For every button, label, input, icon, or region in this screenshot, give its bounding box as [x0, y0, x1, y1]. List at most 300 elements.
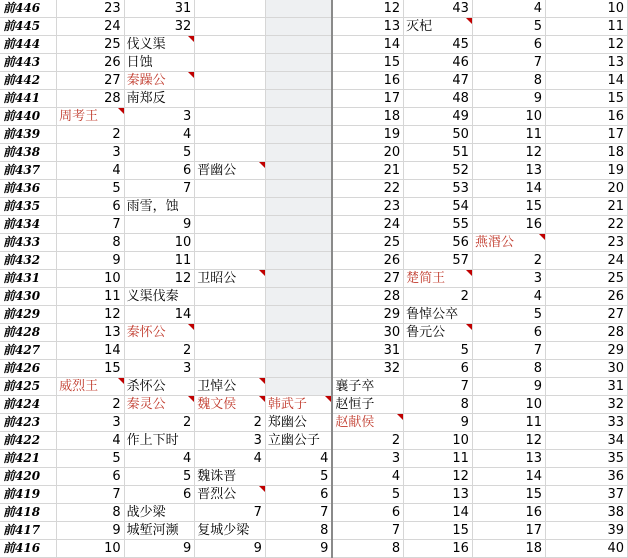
grid-cell[interactable] — [265, 144, 332, 162]
grid-cell[interactable] — [265, 54, 332, 72]
grid-cell[interactable]: 31 — [332, 342, 403, 360]
row-header-cell[interactable]: 前424 — [0, 396, 57, 414]
grid-cell[interactable]: 卫悼公 — [195, 378, 266, 396]
grid-cell[interactable] — [265, 342, 332, 360]
grid-cell[interactable]: 20 — [332, 144, 403, 162]
grid-cell[interactable]: 12 — [472, 432, 545, 450]
row-header-cell[interactable]: 前429 — [0, 306, 57, 324]
grid-cell[interactable]: 31 — [124, 0, 195, 18]
grid-cell[interactable]: 7 — [124, 180, 195, 198]
grid-cell[interactable]: 10 — [472, 396, 545, 414]
grid-cell[interactable]: 48 — [404, 90, 473, 108]
grid-cell[interactable]: 22 — [545, 216, 627, 234]
grid-cell[interactable]: 5 — [472, 18, 545, 36]
grid-cell[interactable] — [195, 108, 266, 126]
row-header-cell[interactable]: 前445 — [0, 18, 57, 36]
grid-cell[interactable]: 25 — [332, 234, 403, 252]
row-header-cell[interactable]: 前425 — [0, 378, 57, 396]
row-header-cell[interactable]: 前418 — [0, 504, 57, 522]
grid-cell[interactable]: 12 — [57, 306, 125, 324]
grid-cell[interactable]: 16 — [472, 504, 545, 522]
grid-cell[interactable]: 7 — [265, 504, 332, 522]
grid-cell[interactable]: 5 — [57, 450, 125, 468]
grid-cell[interactable]: 56 — [404, 234, 473, 252]
grid-cell[interactable]: 14 — [472, 468, 545, 486]
grid-cell[interactable]: 4 — [57, 432, 125, 450]
grid-cell[interactable]: 4 — [124, 450, 195, 468]
grid-cell[interactable] — [265, 0, 332, 18]
table-row — [0, 324, 628, 342]
grid-cell[interactable]: 5 — [124, 144, 195, 162]
grid-cell[interactable]: 5 — [57, 180, 125, 198]
grid-cell[interactable]: 晋烈公 — [195, 486, 266, 504]
grid-cell[interactable]: 30 — [332, 324, 403, 342]
grid-cell[interactable]: 5 — [124, 468, 195, 486]
row-header-cell[interactable]: 前435 — [0, 198, 57, 216]
grid-cell[interactable] — [195, 360, 266, 378]
grid-cell[interactable] — [265, 252, 332, 270]
grid-cell[interactable]: 魏文侯 — [195, 396, 266, 414]
grid-cell[interactable]: 3 — [124, 108, 195, 126]
grid-cell[interactable]: 13 — [332, 18, 403, 36]
grid-cell[interactable]: 12 — [124, 270, 195, 288]
grid-cell[interactable]: 4 — [332, 468, 403, 486]
row-header-cell[interactable]: 前420 — [0, 468, 57, 486]
table-row — [0, 252, 628, 270]
grid-cell[interactable]: 14 — [332, 36, 403, 54]
grid-cell[interactable]: 11 — [404, 450, 473, 468]
grid-cell[interactable] — [195, 72, 266, 90]
grid-cell[interactable]: 6 — [404, 360, 473, 378]
row-header-cell[interactable]: 前430 — [0, 288, 57, 306]
grid-cell[interactable]: 9 — [195, 540, 266, 558]
grid-cell[interactable]: 57 — [404, 252, 473, 270]
grid-cell[interactable] — [265, 234, 332, 252]
grid-cell[interactable]: 4 — [57, 162, 125, 180]
grid-cell[interactable]: 立幽公子 — [265, 432, 332, 450]
grid-cell[interactable]: 12 — [545, 36, 627, 54]
row-header-cell[interactable]: 前431 — [0, 270, 57, 288]
row-header-cell[interactable]: 前421 — [0, 450, 57, 468]
grid-cell[interactable]: 10 — [57, 270, 125, 288]
grid-cell[interactable]: 8 — [472, 360, 545, 378]
grid-cell[interactable]: 燕湣公 — [472, 234, 545, 252]
grid-cell[interactable]: 19 — [545, 162, 627, 180]
grid-cell[interactable]: 鲁元公 — [404, 324, 473, 342]
grid-cell[interactable]: 49 — [404, 108, 473, 126]
grid-cell[interactable]: 作上下时 — [124, 432, 195, 450]
grid-cell[interactable]: 9 — [472, 90, 545, 108]
grid-cell[interactable]: 47 — [404, 72, 473, 90]
grid-cell[interactable]: 31 — [545, 378, 627, 396]
grid-cell[interactable]: 14 — [57, 342, 125, 360]
grid-cell[interactable]: 14 — [545, 72, 627, 90]
grid-cell[interactable]: 襄子卒 — [332, 378, 403, 396]
grid-cell[interactable]: 威烈王 — [57, 378, 125, 396]
grid-cell[interactable]: 9 — [57, 522, 125, 540]
grid-cell[interactable] — [195, 216, 266, 234]
grid-cell[interactable]: 37 — [545, 486, 627, 504]
row-header-cell[interactable]: 前442 — [0, 72, 57, 90]
grid-cell[interactable] — [195, 342, 266, 360]
grid-cell[interactable] — [195, 324, 266, 342]
grid-cell[interactable]: 2 — [195, 414, 266, 432]
grid-cell[interactable]: 39 — [545, 522, 627, 540]
grid-cell[interactable] — [195, 144, 266, 162]
table-row — [0, 72, 628, 90]
grid-cell[interactable]: 8 — [57, 234, 125, 252]
table-row — [0, 54, 628, 72]
grid-cell[interactable]: 郑幽公 — [265, 414, 332, 432]
grid-cell[interactable]: 28 — [332, 288, 403, 306]
grid-cell[interactable]: 19 — [332, 126, 403, 144]
grid-cell[interactable]: 15 — [404, 522, 473, 540]
grid-cell[interactable]: 23 — [57, 0, 125, 18]
grid-cell[interactable]: 51 — [404, 144, 473, 162]
row-header-cell[interactable]: 前443 — [0, 54, 57, 72]
grid-cell[interactable] — [265, 18, 332, 36]
grid-cell[interactable]: 11 — [124, 252, 195, 270]
grid-cell[interactable]: 城堑河濒 — [124, 522, 195, 540]
grid-cell[interactable]: 赵恒子 — [332, 396, 403, 414]
grid-cell[interactable]: 55 — [404, 216, 473, 234]
grid-cell[interactable]: 6 — [472, 324, 545, 342]
grid-cell[interactable]: 14 — [124, 306, 195, 324]
table-row — [0, 414, 628, 432]
grid-cell[interactable]: 15 — [545, 90, 627, 108]
grid-cell[interactable]: 6 — [57, 468, 125, 486]
grid-cell[interactable] — [195, 18, 266, 36]
grid-cell[interactable]: 6 — [124, 162, 195, 180]
grid-cell[interactable]: 26 — [57, 54, 125, 72]
grid-cell[interactable] — [195, 288, 266, 306]
grid-cell[interactable]: 5 — [332, 486, 403, 504]
grid-cell[interactable]: 43 — [404, 0, 473, 18]
grid-cell[interactable] — [265, 216, 332, 234]
grid-cell[interactable]: 38 — [545, 504, 627, 522]
grid-cell[interactable] — [195, 198, 266, 216]
grid-cell[interactable]: 17 — [332, 90, 403, 108]
grid-cell[interactable]: 16 — [472, 216, 545, 234]
grid-cell[interactable]: 36 — [545, 468, 627, 486]
row-header-cell[interactable]: 前446 — [0, 0, 57, 18]
grid-cell[interactable]: 24 — [57, 18, 125, 36]
grid-cell[interactable]: 54 — [404, 198, 473, 216]
grid-cell[interactable]: 13 — [545, 54, 627, 72]
grid-cell[interactable]: 27 — [332, 270, 403, 288]
table-row — [0, 0, 628, 18]
grid-cell[interactable]: 45 — [404, 36, 473, 54]
grid-cell[interactable]: 10 — [124, 234, 195, 252]
grid-cell[interactable]: 4 — [195, 450, 266, 468]
table-row — [0, 108, 628, 126]
row-header-cell[interactable]: 前417 — [0, 522, 57, 540]
grid-cell[interactable]: 复城少梁 — [195, 522, 266, 540]
table-row — [0, 360, 628, 378]
grid-cell[interactable]: 13 — [57, 324, 125, 342]
grid-cell[interactable]: 32 — [332, 360, 403, 378]
grid-cell[interactable]: 4 — [472, 0, 545, 18]
grid-cell[interactable]: 6 — [265, 486, 332, 504]
grid-cell[interactable]: 7 — [404, 378, 473, 396]
grid-cell[interactable]: 韩武子 — [265, 396, 332, 414]
grid-cell[interactable]: 6 — [332, 504, 403, 522]
grid-cell[interactable]: 24 — [545, 252, 627, 270]
grid-cell[interactable]: 24 — [332, 216, 403, 234]
grid-cell[interactable]: 12 — [332, 0, 403, 18]
grid-cell[interactable]: 魏诛晋 — [195, 468, 266, 486]
grid-cell[interactable]: 伐义渠 — [124, 36, 195, 54]
grid-cell[interactable]: 34 — [545, 432, 627, 450]
grid-cell[interactable]: 3 — [57, 144, 125, 162]
table-row — [0, 144, 628, 162]
grid-cell[interactable] — [195, 252, 266, 270]
grid-cell[interactable]: 鲁悼公卒 — [404, 306, 473, 324]
grid-cell[interactable]: 14 — [472, 180, 545, 198]
grid-cell[interactable]: 9 — [265, 540, 332, 558]
grid-cell[interactable]: 7 — [195, 504, 266, 522]
grid-cell[interactable]: 9 — [57, 252, 125, 270]
grid-cell[interactable] — [195, 306, 266, 324]
grid-cell[interactable]: 晋幽公 — [195, 162, 266, 180]
grid-cell[interactable]: 10 — [472, 108, 545, 126]
grid-cell[interactable]: 11 — [472, 414, 545, 432]
grid-cell[interactable]: 15 — [57, 360, 125, 378]
grid-cell[interactable]: 9 — [404, 414, 473, 432]
row-header-cell[interactable]: 前428 — [0, 324, 57, 342]
grid-cell[interactable]: 4 — [265, 450, 332, 468]
grid-cell[interactable]: 卫昭公 — [195, 270, 266, 288]
grid-cell[interactable]: 10 — [545, 0, 627, 18]
grid-cell[interactable]: 8 — [265, 522, 332, 540]
row-header-cell[interactable]: 前444 — [0, 36, 57, 54]
grid-cell[interactable] — [195, 90, 266, 108]
table-row — [0, 234, 628, 252]
grid-cell[interactable]: 日蚀 — [124, 54, 195, 72]
grid-cell[interactable]: 16 — [332, 72, 403, 90]
grid-cell[interactable]: 雨雪，蚀 — [124, 198, 195, 216]
grid-cell[interactable]: 11 — [545, 18, 627, 36]
grid-cell[interactable]: 2 — [472, 252, 545, 270]
grid-cell[interactable]: 28 — [545, 324, 627, 342]
grid-cell[interactable] — [195, 36, 266, 54]
grid-cell[interactable]: 16 — [545, 108, 627, 126]
grid-cell[interactable]: 7 — [332, 522, 403, 540]
row-header-cell[interactable]: 前438 — [0, 144, 57, 162]
grid-cell[interactable]: 9 — [124, 540, 195, 558]
grid-cell[interactable]: 17 — [545, 126, 627, 144]
grid-cell[interactable]: 13 — [404, 486, 473, 504]
grid-cell[interactable]: 11 — [472, 126, 545, 144]
grid-cell[interactable]: 27 — [57, 72, 125, 90]
grid-cell[interactable]: 5 — [472, 306, 545, 324]
grid-cell[interactable] — [195, 0, 266, 18]
grid-cell[interactable] — [265, 108, 332, 126]
row-header-cell[interactable]: 前422 — [0, 432, 57, 450]
grid-cell[interactable]: 12 — [472, 144, 545, 162]
row-header-cell[interactable]: 前419 — [0, 486, 57, 504]
grid-cell[interactable] — [265, 270, 332, 288]
grid-cell[interactable]: 灭杞 — [404, 18, 473, 36]
grid-cell[interactable]: 27 — [545, 306, 627, 324]
grid-cell[interactable]: 6 — [472, 36, 545, 54]
row-header-cell[interactable]: 前432 — [0, 252, 57, 270]
grid-cell[interactable]: 18 — [332, 108, 403, 126]
grid-cell[interactable]: 15 — [472, 198, 545, 216]
grid-cell[interactable]: 秦怀公 — [124, 324, 195, 342]
grid-cell[interactable]: 7 — [57, 486, 125, 504]
grid-cell[interactable]: 18 — [472, 540, 545, 558]
grid-cell[interactable]: 7 — [472, 342, 545, 360]
table-row — [0, 540, 628, 558]
grid-cell[interactable] — [265, 126, 332, 144]
grid-cell[interactable]: 50 — [404, 126, 473, 144]
row-header-cell[interactable]: 前426 — [0, 360, 57, 378]
grid-cell[interactable]: 6 — [124, 486, 195, 504]
grid-cell[interactable]: 2 — [124, 342, 195, 360]
grid-cell[interactable] — [265, 324, 332, 342]
grid-cell[interactable]: 52 — [404, 162, 473, 180]
grid-cell[interactable]: 6 — [57, 198, 125, 216]
grid-cell[interactable]: 7 — [472, 54, 545, 72]
grid-cell[interactable]: 3 — [124, 360, 195, 378]
grid-cell[interactable]: 7 — [57, 216, 125, 234]
grid-cell[interactable]: 13 — [472, 162, 545, 180]
grid-cell[interactable] — [265, 198, 332, 216]
grid-cell[interactable]: 21 — [545, 198, 627, 216]
grid-cell[interactable]: 20 — [545, 180, 627, 198]
grid-cell[interactable]: 29 — [332, 306, 403, 324]
table-row — [0, 342, 628, 360]
grid-cell[interactable]: 14 — [404, 504, 473, 522]
grid-cell[interactable]: 2 — [57, 396, 125, 414]
grid-cell[interactable]: 秦灵公 — [124, 396, 195, 414]
grid-cell[interactable]: 12 — [404, 468, 473, 486]
table-row — [0, 162, 628, 180]
grid-cell[interactable]: 32 — [545, 396, 627, 414]
row-header-cell[interactable]: 前437 — [0, 162, 57, 180]
grid-cell[interactable] — [195, 54, 266, 72]
grid-cell[interactable]: 15 — [332, 54, 403, 72]
row-header-cell[interactable]: 前433 — [0, 234, 57, 252]
grid-cell[interactable]: 13 — [472, 450, 545, 468]
table-row — [0, 180, 628, 198]
grid-cell[interactable]: 22 — [332, 180, 403, 198]
grid-cell[interactable]: 9 — [124, 216, 195, 234]
grid-cell[interactable]: 义渠伐秦 — [124, 288, 195, 306]
grid-cell[interactable]: 10 — [404, 432, 473, 450]
grid-cell[interactable]: 17 — [472, 522, 545, 540]
grid-cell[interactable] — [265, 162, 332, 180]
grid-cell[interactable]: 25 — [57, 36, 125, 54]
grid-cell[interactable]: 杀怀公 — [124, 378, 195, 396]
grid-cell[interactable] — [195, 234, 266, 252]
row-header-cell[interactable]: 前423 — [0, 414, 57, 432]
grid-cell[interactable]: 33 — [545, 414, 627, 432]
row-header-cell[interactable]: 前434 — [0, 216, 57, 234]
grid-cell[interactable]: 3 — [472, 270, 545, 288]
grid-cell[interactable]: 周考王 — [57, 108, 125, 126]
grid-cell[interactable]: 5 — [404, 342, 473, 360]
grid-cell[interactable]: 8 — [332, 540, 403, 558]
table-row — [0, 396, 628, 414]
grid-cell[interactable]: 3 — [57, 414, 125, 432]
grid-cell[interactable] — [265, 90, 332, 108]
row-header-cell[interactable]: 前440 — [0, 108, 57, 126]
grid-cell[interactable]: 9 — [472, 378, 545, 396]
grid-cell[interactable]: 8 — [404, 396, 473, 414]
table-row — [0, 126, 628, 144]
grid-cell[interactable]: 35 — [545, 450, 627, 468]
grid-cell[interactable]: 8 — [57, 504, 125, 522]
grid-cell[interactable]: 26 — [332, 252, 403, 270]
row-header-cell[interactable]: 前436 — [0, 180, 57, 198]
grid-cell[interactable]: 46 — [404, 54, 473, 72]
grid-cell[interactable]: 21 — [332, 162, 403, 180]
row-header-cell[interactable]: 前439 — [0, 126, 57, 144]
table-row — [0, 522, 628, 540]
grid-cell[interactable] — [195, 126, 266, 144]
grid-cell[interactable]: 16 — [404, 540, 473, 558]
grid-cell[interactable] — [195, 180, 266, 198]
grid-cell[interactable]: 15 — [472, 486, 545, 504]
grid-cell[interactable]: 25 — [545, 270, 627, 288]
grid-cell[interactable]: 战少梁 — [124, 504, 195, 522]
grid-cell[interactable]: 23 — [545, 234, 627, 252]
grid-cell[interactable]: 3 — [195, 432, 266, 450]
grid-cell[interactable]: 11 — [57, 288, 125, 306]
grid-cell[interactable]: 26 — [545, 288, 627, 306]
grid-cell[interactable]: 楚简王 — [404, 270, 473, 288]
grid-cell[interactable] — [265, 360, 332, 378]
table-row — [0, 468, 628, 486]
grid-cell[interactable]: 2 — [57, 126, 125, 144]
grid-cell[interactable]: 秦躁公 — [124, 72, 195, 90]
grid-cell[interactable]: 23 — [332, 198, 403, 216]
grid-cell[interactable]: 10 — [57, 540, 125, 558]
table-row — [0, 486, 628, 504]
grid-cell[interactable] — [265, 306, 332, 324]
grid-cell[interactable]: 赵献侯 — [332, 414, 403, 432]
row-header-cell[interactable]: 前416 — [0, 540, 57, 558]
grid-cell[interactable]: 2 — [124, 414, 195, 432]
grid-cell[interactable]: 32 — [124, 18, 195, 36]
grid-cell[interactable]: 30 — [545, 360, 627, 378]
grid-cell[interactable] — [265, 288, 332, 306]
grid-cell[interactable]: 4 — [472, 288, 545, 306]
grid-cell[interactable]: 4 — [124, 126, 195, 144]
grid-cell[interactable] — [265, 36, 332, 54]
grid-cell[interactable]: 53 — [404, 180, 473, 198]
grid-cell[interactable] — [265, 72, 332, 90]
grid-cell[interactable]: 南郑反 — [124, 90, 195, 108]
grid-cell[interactable]: 28 — [57, 90, 125, 108]
table-row — [0, 90, 628, 108]
grid-cell[interactable]: 29 — [545, 342, 627, 360]
row-header-cell[interactable]: 前441 — [0, 90, 57, 108]
grid-cell[interactable]: 2 — [332, 432, 403, 450]
table-row — [0, 198, 628, 216]
grid-cell[interactable] — [265, 378, 332, 396]
grid-cell[interactable]: 2 — [404, 288, 473, 306]
grid-cell[interactable]: 5 — [265, 468, 332, 486]
grid-cell[interactable]: 18 — [545, 144, 627, 162]
grid-cell[interactable] — [265, 180, 332, 198]
grid-cell[interactable]: 40 — [545, 540, 627, 558]
grid-cell[interactable]: 8 — [472, 72, 545, 90]
row-header-cell[interactable]: 前427 — [0, 342, 57, 360]
grid-cell[interactable]: 3 — [332, 450, 403, 468]
